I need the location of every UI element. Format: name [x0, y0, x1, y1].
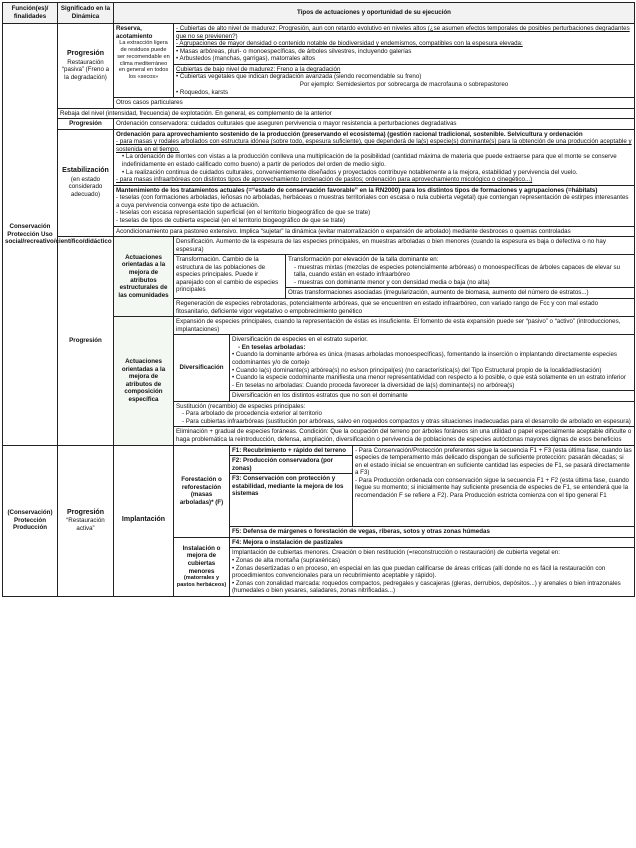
alto-madurez-cell	[174, 24, 635, 65]
menores-cell	[174, 537, 230, 596]
act-estructurales: Actuaciones orientadas a la mejora de atributos estructurales de las comunidades	[114, 237, 174, 317]
acondicionamiento-cell: Acondicionamiento para pastoreo extensivo. Implica “sujetar” la dinámica (evitar matorralización o expansión de arbolado) mediante desbroces o quemas controladas	[114, 226, 635, 237]
implantacion-cell: Implantación	[114, 445, 174, 596]
funcion-produccion: (Conservación) Protección Producción	[3, 445, 58, 596]
divers-line-1: - En teselas arboladas:	[238, 343, 306, 351]
progresion-activa	[58, 445, 114, 596]
f2-cell: F2: Producción conservadora (por zonas)	[230, 456, 353, 474]
menores-line-0: Implantación de cubiertas menores. Creación o bien restitución (=reconstrucción o restauración) de cubierta vegetal en:	[232, 549, 560, 557]
sustitucion-line-0: Sustitución (recambio) de especies principales:	[176, 402, 306, 410]
diversificacion-estratos: Diversificación en los distintos estratos que no son el dominante	[230, 391, 635, 402]
otras-transformaciones: Otras transformaciones asociadas (irregularización, aumento de biomasa, aumento del número de estratos...)	[286, 288, 635, 299]
progresion-label: Progresión	[67, 50, 104, 58]
sustitucion-cell	[174, 401, 635, 427]
expansion-cell: Expansión de especies principales, cuando la representación de éstas es insuficiente. El fomento de esta expansión puede ser “pasivo” o “activo” (introducciones, implantaciones)	[174, 317, 635, 335]
progresion-2: Progresión	[58, 119, 114, 130]
eliminacion-cell: Eliminación + gradual de especies foráneas. Condición: Que la ocupación del terreno por árboles foráneos sin una utilidad o papel especialmente aceptable dificulte o haga problemática la reintroducción, defensa, ampliación, diversificación o pervivencia de poblaciones de especies autóctonas mayores dignas de esos beneficios	[174, 427, 635, 445]
arbustedos-line: • Arbustedos (manchas, garrigas), matorrales altos	[176, 55, 316, 63]
header-significado: Significado en la Dinámica	[58, 3, 114, 24]
divers-line-0: Diversificación de especies en el estrato superior.	[232, 336, 368, 344]
ordenacion-line-3: • La realización continua de cuidados culturales, convenientemente diseñados y proyectados contribuye notablemente a la mejora, estabilidad y pervivencia del vuelo.	[122, 168, 578, 176]
progresion-3: Progresión	[58, 237, 114, 446]
divers-line-2: • Cuando la dominante arbórea es única (masas arboladas monoespecíficas), fomentando la inserción o implantando directamente especies codominantes y/o de cortejo	[232, 351, 617, 366]
significado-progresion-pasiva	[58, 24, 114, 109]
agrupaciones-line: - Agrupaciones de mayor densidad o contenido notable de biodiversidad y endemismos, compatibles con la espesura elevada:	[176, 40, 523, 48]
regeneracion-cell: Regeneración de especies rebrotadoras, potencialmente arbóreas, que se encuentren en estado infraarbóreo, con variado rango de Fcc y con mal estado fitosanitario, deficiente vigor vegetativo o empobrecimiento genético	[174, 299, 635, 317]
header-tipos: Tipos de actuaciones y oportunidad de su ejecución	[114, 3, 635, 24]
diversificacion-label: Diversificación	[174, 335, 230, 402]
transf-line-2: - muestras con dominante menor y con densidad media o baja (no alta)	[294, 278, 490, 286]
transformacion-cell: Transformación. Cambio de la estructura de las poblaciones de especies principales. Puede ir aparejado con el cambio de especies principales	[174, 255, 286, 299]
f1-cell: F1: Recubrimiento + rápido del terreno	[230, 445, 353, 456]
sustitucion-line-2: - Para cubiertas infraarbóreas (sustitución por arbóreas, salvo en roquedos compactos y otras situaciones inadecuadas para el desarrollo de arbolado en espesura)	[182, 417, 631, 425]
reserva-desc: La extracción ligera de residuos puede ser recomendable en clima mediterráneo en general en todos los «secos»	[117, 40, 170, 81]
diversificacion-cell	[230, 335, 635, 391]
f-secuencias-cell	[353, 445, 635, 527]
otros-casos: Otros casos particulares	[114, 98, 635, 109]
mantenimiento-cell	[114, 185, 635, 226]
ordenacion-line-1: - para masas y rodales arbolados con estructura idónea (sobre todo, espesura suficiente), que dependerá de la(s) especie(s) dominante(s) para la obtención de una producción aceptable y sostenida en el tiempo.	[116, 138, 632, 153]
bajo-madurez-cell	[174, 64, 635, 97]
f-secuencia-line-0: - Para Conservación/Protección preferentes sigue la secuencia F1 + F3 (esta última fase, cuando las especies de temperamento más delicado dispongan de suficiente protección: pasarán décadas; si en el estado inicial se encuentran en suficiente cantidad las especies de F1, se pasará directamente a F3)	[355, 446, 632, 477]
estabilizacion-cell	[58, 129, 114, 236]
progresion-activa-title: Progresión	[67, 508, 104, 516]
mantenimiento-line-0: Mantenimiento de los tratamientos actuales (=“estado de conservación favorable” en la RN2000) para los distintos tipos de formaciones y agrupaciones (=hábitats)	[116, 186, 598, 194]
menores-title: Instalación o mejora de cubiertas menores	[182, 544, 221, 575]
restauracion-pasiva-label: Restauración “pasiva” (Freno a la degradación)	[61, 58, 110, 81]
ejemplo-line: Por ejemplo: Semidesiertos por sobrecarga de macrofauna o sobrepastoreo	[299, 80, 509, 88]
reserva-cell	[114, 24, 174, 98]
alto-madurez-line: - Cubiertas de alto nivel de madurez: Progresión, aun con retardo evolutivo en niveles altos (¿se asumen efectos temporales de posibles perturbaciones degradantes que no se previenen?)	[176, 25, 630, 40]
estabilizacion-sub: (en estado considerado adecuado)	[68, 175, 103, 198]
ordenacion-line-2: • La ordenación de montes con vistas a la producción conlleva una multiplicación de la posibilidad (cantidad máxima de materia que puede extraerse para que el monte se conserve indefinidamente en estado calificado como bueno) a partir de periodos del orden de medio siglo.	[122, 153, 617, 168]
funcion-conservacion: Conservación Protección Uso social/recreativo/científico/didáctico	[3, 24, 58, 446]
mantenimiento-line-1: - teselas (con formaciones arboladas, leñosas no arboladas, herbáceas o muestras territoriales con escasa o nula cubierta vegetal) que contengan representación de estirpes interesantes a cuya pervivencia convenga este tipo de actuación.	[116, 194, 629, 209]
header-row	[3, 3, 635, 24]
divers-line-3: • Cuando la(s) dominante(s) arbórea(s) no es/son principal(es) (no característica(s) del Tipo Estructural propio de la localidad/estación)	[232, 366, 602, 374]
divers-line-4: • Cuando la especie codominante manifiesta una menor representatividad con respecto a lo posible, o que está solamente en un estrato inferior	[232, 374, 626, 382]
mantenimiento-line-3: - teselas de tipos de cubierta especial (en el territorio biogeográfico de que se trate)	[116, 216, 346, 224]
ordenacion-line-0: Ordenación para aprovechamiento sostenido de la producción (preservando el ecosistema) (gestión racional tradicional, sostenible. Selvicultura y ordenación	[116, 130, 583, 138]
densificacion-cell: Densificación. Aumento de la espesura de las especies principales, en muestras arboladas o bien menores (cuando la espesura es baja o defectiva o no hay espesura)	[174, 237, 635, 255]
sustitucion-line-1: - Para arbolado de procedencia exterior al territorio	[182, 410, 322, 418]
bajo-madurez-line: Cubiertas de bajo nivel de madurez: Freno a la degradación	[176, 65, 341, 73]
f3-cell: F3: Conservación con protección y estabilidad, mediante la mejora de los sistemas	[230, 474, 353, 527]
rebaja-row: Rebaja del nivel (intensidad, frecuencia) de explotación. En general, es complemento de la anterior	[58, 108, 635, 119]
roquedos-line: • Roquedos, karsts	[176, 88, 229, 96]
transformacion-elevacion	[286, 255, 635, 288]
degradacion-line: • Cubiertas vegetales que indican degradación avanzada (siendo recomendable su freno)	[176, 73, 422, 81]
implantacion-menores-cell	[230, 548, 635, 596]
divers-line-5: - En teselas no arboladas: Cuando proceda favorecer la diversidad de la(s) dominante(s) no arbórea(s)	[232, 381, 515, 389]
act-composicion: Actuaciones orientadas a la mejora de atributos de composición específica	[114, 317, 174, 445]
menores-line-1: • Zonas de alta montaña (supraxéricas)	[232, 556, 341, 564]
f-secuencia-line-1: - Para Producción ordenada con conservación sigue la secuencia F1 + F2 (esta última fase, cuando llegue su momento; si inicialmente hay suficiente presencia de especies de F1, se entenderá que la recomendación F se refiere a F2). Para Producción estricta comienza con el tipo general F1	[355, 476, 629, 499]
ordenacion-conservadora: Ordenación conservadora: cuidados culturales que aseguren pervivencia o mayor resistencia a perturbaciones degradativas	[114, 119, 635, 130]
menores-line-2: • Zonas desertizadas o en proceso, en especial en las que puedan calificarse de áreas críticas (allí donde no es fácil la restauración con procedimientos convencionales para un recubrimiento aceptable y rápido).	[232, 564, 606, 580]
header-funcion: Función(es)/ finalidades	[3, 3, 58, 24]
mantenimiento-line-2: - teselas con escasa representación superficial (en el territorio biogeográfico de que se trate)	[116, 209, 371, 217]
ordenacion-line-4: - para masas infraarbóreas con distintos tipos de aprovechamiento (ordenación de pastos; ordenación para aprovechamiento micológico o cinegético...)	[116, 176, 533, 184]
reserva-title: Reserva, acotamiento	[116, 25, 153, 40]
f4-cell: F4: Mejora o instalación de pastizales	[230, 537, 635, 548]
forestacion-cell: Forestación o reforestación (masas arboladas)* (F)	[174, 445, 230, 537]
transf-line-0: Transformación por elevación de la talla dominante en:	[288, 256, 439, 264]
menores-sub: (matorrales y pastos herbáceos)	[176, 575, 227, 588]
ordenacion-cell	[114, 129, 635, 185]
estabilizacion-title: Estabilización	[62, 167, 109, 175]
actions-table	[2, 2, 635, 597]
masas-arboreas-line: • Masas arbóreas, pluri- o monoespecíficas, de árboles silvestres, incluyendo galerías	[176, 47, 412, 55]
f5-cell: F5: Defensa de márgenes o forestación de vegas, riberas, sotos y otras zonas húmedas	[230, 527, 635, 538]
progresion-activa-sub: “Restauración activa”	[66, 517, 105, 532]
transf-line-1: - muestras mixtas (mezclas de especies potencialmente arbóreas) o monoespecíficas de árboles capaces de elevar su talla, cuando están en estado infraarbóreo	[294, 263, 621, 279]
menores-line-3: • Zonas con zonalidad marcada: roquedos compactos, pedregales y cascajeras (gleras, derrubios, depósitos...) y arenales o bien intrazonales (humedales o bien yesares, saladares, zonas nitrificadas...)	[232, 579, 621, 595]
